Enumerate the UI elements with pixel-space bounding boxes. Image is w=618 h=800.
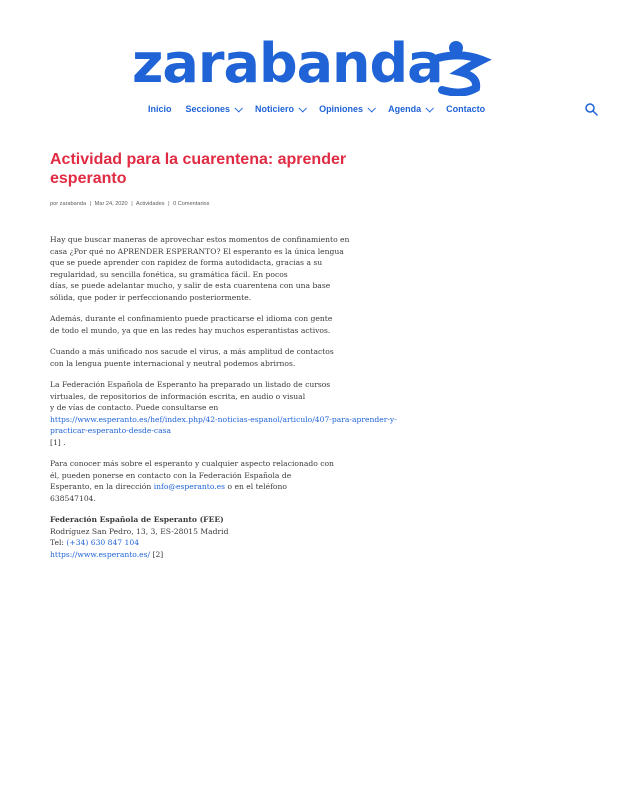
text-line: Para conocer más sobre el esperanto y cualquier aspecto relacionado con [50,459,334,468]
tel-label: Tel: [50,538,67,547]
text-line: de todo el mundo, ya que en las redes hay muchos esperantistas activos. [50,325,331,335]
meta-separator: | [89,201,92,207]
text-line: sólida, que poder ir perfeccionando posteriormente. [50,292,252,302]
site-logo[interactable] [132,36,492,96]
nav-item-contacto[interactable] [446,104,485,114]
text-line: regularidad, su sencilla fonética, su gramática fácil. En pocos [50,269,288,279]
meta-date: Mar 24, 2020 [94,201,128,207]
text-line: que se puede aprender con rapidez de forma autodidacta, gracias a su [50,258,323,267]
resources-link-continued[interactable]: practicar-esperanto-desde-casa [50,426,172,435]
nav-item-label: Inicio [148,104,172,114]
logo-text: zarabanda [132,36,443,95]
website-link[interactable]: https://www.esperanto.es/ [50,549,151,559]
contact-tel [50,537,380,549]
paragraph-3 [50,346,380,369]
nav-item-agenda[interactable] [388,104,432,114]
search-icon [584,102,598,116]
contact-block [50,514,380,560]
text-line: Además, durante el confinamiento puede practicarse el idioma con gente [50,314,333,323]
main-navigation [148,104,485,114]
text-line: él, pueden ponerse en contacto con la Federación Española de [50,470,292,480]
nav-item-inicio[interactable] [148,104,172,114]
text-segment: o en el teléfono [225,482,287,491]
text-line [50,481,380,493]
nav-item-opiniones[interactable] [319,104,374,114]
contact-address: Rodríguez San Pedro, 13, 3, ES-28015 Madrid [50,526,229,536]
text-line: La Federación Española de Esperanto ha preparado un listado de cursos [50,380,331,389]
nav-item-label: Contacto [446,104,486,114]
nav-item-label: Opiniones [319,104,364,114]
text-line: Hay que buscar maneras de aprovechar estos momentos de confinamiento en [50,235,350,244]
article-title: Actividad para la cuarentena: aprender esperanto [50,151,347,187]
nav-item-label: Agenda [388,104,422,114]
footnote-1: [1] . [50,437,66,447]
article [50,150,397,570]
meta-comments-link[interactable]: 0 Comentarios [173,201,210,207]
nav-item-label: Secciones [185,104,231,114]
paragraph-1 [50,234,380,303]
chevron-down-icon [235,104,243,112]
paragraph-2 [50,313,380,336]
nav-item-secciones[interactable] [186,104,242,114]
zarabanda-logo-graphic [132,36,492,96]
contact-name: Federación Española de Esperanto (FEE) [50,515,224,524]
tel-link[interactable]: (+34) 630 847 104 [66,538,140,547]
paragraph-4 [50,379,397,448]
meta-separator: | [168,201,170,207]
meta-author-link[interactable]: zarabanda [59,201,87,207]
text-line: días, se puede adelantar mucho, y salir de esta cuarentena con una base [50,281,331,290]
text-line: Cuando a más unificado nos sacude el virus, a más amplitud de contactos [50,347,334,356]
article-meta [50,201,380,207]
resources-link[interactable]: https://www.esperanto.es/hef/index.php/42-noticias-espanol/articulo/407-para-aprender-y- [50,414,397,424]
chevron-down-icon [368,104,376,112]
contact-url-line [50,549,380,561]
meta-separator: | [131,201,133,207]
search-button[interactable] [584,102,598,116]
email-link[interactable]: info@esperanto.es [153,482,226,491]
footnote-2: [2] [150,549,164,559]
paragraph-5 [50,458,380,504]
chevron-down-icon [299,104,307,112]
meta-category-link[interactable]: Actividades [135,201,165,207]
text-line: virtuales, de repositorios de información escrita, en audio o visual [50,391,306,401]
text-line: y de vías de contacto. Puede consultarse en [50,403,219,412]
text-segment: Esperanto, en la dirección [50,482,154,491]
nav-item-noticiero[interactable] [255,104,305,114]
logo-figure-body [438,55,482,92]
text-line: con la lengua puente internacional y neutral podemos abrirnos. [50,358,296,368]
text-line: casa ¿Por qué no APRENDER ESPERANTO? El esperanto es la única lengua [50,246,344,256]
nav-item-label: Noticiero [255,104,295,114]
meta-prefix: por [50,201,59,207]
phone-number: 638547104. [50,493,96,503]
chevron-down-icon [426,104,434,112]
